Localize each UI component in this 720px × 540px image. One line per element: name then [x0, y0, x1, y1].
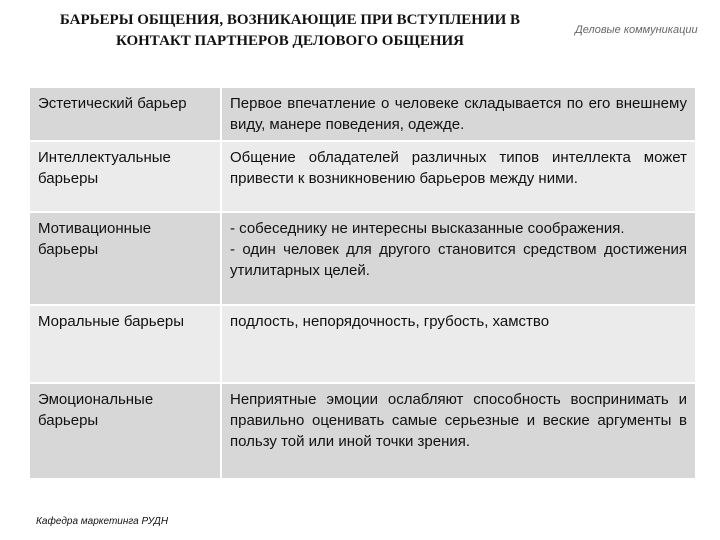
barrier-name: Эмоциональные барьеры	[30, 384, 222, 480]
description-line: - собеседнику не интересны высказанные соображения.	[230, 220, 625, 237]
table-row	[30, 213, 695, 306]
description-line: Общение обладателей различных типов интеллекта может привести к возникновению барьеров между ними.	[230, 149, 687, 187]
barrier-description	[222, 88, 695, 142]
description-line: - один человек для другого становится средством достижения утилитарных целей.	[230, 241, 687, 279]
barrier-name: Моральные барьеры	[30, 306, 222, 384]
course-label: Деловые коммуникации	[575, 24, 698, 36]
description-line: Неприятные эмоции ослабляют способность воспринимать и правильно оценивать самые серьезные и веские аргументы в пользу той или иной точки зрения.	[230, 391, 687, 450]
table-row	[30, 88, 695, 142]
barrier-name: Интеллектуальные барьеры	[30, 142, 222, 213]
slide-title: БАРЬЕРЫ ОБЩЕНИЯ, ВОЗНИКАЮЩИЕ ПРИ ВСТУПЛЕНИИ В КОНТАКТ ПАРТНЕРОВ ДЕЛОВОГО ОБЩЕНИЯ	[59, 12, 521, 49]
table-row	[30, 142, 695, 213]
description-line: Первое впечатление о человеке складывается по его внешнему виду, манере поведения, одежде.	[230, 95, 687, 133]
description-line: подлость, непорядочность, грубость, хамство	[230, 313, 550, 330]
barrier-description	[222, 306, 695, 384]
footer-department: Кафедра маркетинга РУДН	[36, 516, 169, 527]
barriers-table	[30, 88, 695, 480]
table-row	[30, 384, 695, 480]
barrier-name: Эстетический барьер	[30, 88, 222, 142]
table-row	[30, 306, 695, 384]
barrier-description	[222, 384, 695, 480]
barrier-description	[222, 213, 695, 306]
barrier-name: Мотивационные барьеры	[30, 213, 222, 306]
barrier-description	[222, 142, 695, 213]
